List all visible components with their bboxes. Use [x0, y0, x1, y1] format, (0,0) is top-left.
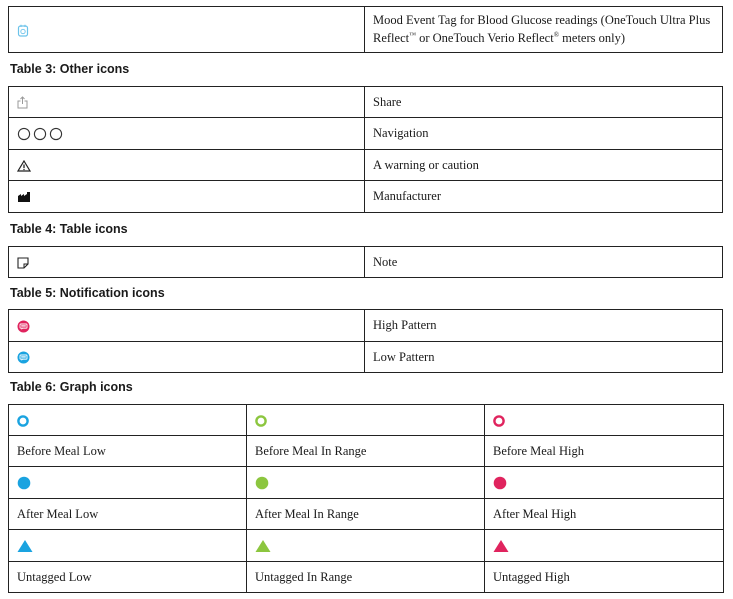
untagged-in-range-label: Untagged In Range [247, 562, 485, 593]
note-label: Note [365, 247, 723, 278]
mood-event-label-end: meters only) [559, 31, 626, 46]
after-meal-high-icon [493, 476, 507, 490]
table-icons-table [8, 246, 723, 278]
navigation-label: Navigation [365, 118, 723, 150]
after-meal-in-range-label: After Meal In Range [247, 499, 485, 530]
icon-cell [9, 7, 365, 53]
share-icon [17, 96, 28, 109]
after-meal-in-range-icon [255, 476, 269, 490]
table-row [9, 150, 723, 181]
before-meal-low-icon [17, 415, 29, 427]
icon-cell [9, 118, 365, 150]
icon-cell [9, 150, 365, 181]
table-row [9, 562, 724, 593]
before-meal-high-label: Before Meal High [485, 436, 724, 467]
table-row [9, 436, 724, 467]
untagged-in-range-icon [255, 539, 271, 553]
icon-cell [9, 467, 247, 499]
manufacturer-label: Manufacturer [365, 181, 723, 213]
icon-cell [485, 530, 724, 562]
before-meal-in-range-label: Before Meal In Range [247, 436, 485, 467]
registered-symbol: ® [553, 30, 560, 39]
icon-cell [247, 467, 485, 499]
table-row [9, 247, 723, 278]
untagged-low-label: Untagged Low [9, 562, 247, 593]
table5-caption: Table 5: Notification icons [10, 286, 165, 300]
table-row [9, 499, 724, 530]
icon-cell [247, 405, 485, 436]
mood-event-tag-icon [17, 24, 29, 37]
table-row [9, 118, 723, 150]
high-pattern-label: High Pattern [365, 310, 723, 342]
icon-cell [485, 467, 724, 499]
table-row [9, 7, 723, 53]
notification-icons-table [8, 309, 723, 373]
mood-event-table [8, 6, 723, 53]
graph-icons-table [8, 404, 724, 593]
untagged-high-icon [493, 539, 509, 553]
warning-icon [17, 160, 31, 172]
untagged-high-label: Untagged High [485, 562, 724, 593]
manufacturer-icon [17, 191, 32, 203]
table6-caption: Table 6: Graph icons [10, 380, 133, 394]
icon-cell [9, 310, 365, 342]
before-meal-low-label: Before Meal Low [9, 436, 247, 467]
table-row [9, 310, 723, 342]
mood-event-description [365, 7, 723, 53]
icon-cell [485, 405, 724, 436]
table3-caption: Table 3: Other icons [10, 62, 130, 76]
icon-cell [9, 405, 247, 436]
icon-cell [9, 342, 365, 373]
after-meal-low-label: After Meal Low [9, 499, 247, 530]
before-meal-high-icon [493, 415, 505, 427]
table-row [9, 342, 723, 373]
note-icon [17, 257, 29, 269]
trademark-symbol: ™ [409, 30, 416, 39]
icon-cell [247, 530, 485, 562]
table-row [9, 467, 724, 499]
icon-cell [9, 530, 247, 562]
table-row [9, 405, 724, 436]
table-row [9, 87, 723, 118]
high-pattern-icon [17, 320, 30, 333]
mood-event-label: Mood Event Tag for Blood Glucose readings (OneTouch Ultra Plus Reflect [373, 12, 711, 46]
low-pattern-icon [17, 351, 30, 364]
untagged-low-icon [17, 539, 33, 553]
navigation-dots-icon [17, 127, 65, 141]
mood-event-label-mid: or OneTouch Verio Reflect [415, 31, 554, 46]
other-icons-table [8, 86, 723, 213]
after-meal-low-icon [17, 476, 31, 490]
table-row [9, 181, 723, 213]
low-pattern-label: Low Pattern [365, 342, 723, 373]
warning-label: A warning or caution [365, 150, 723, 181]
icon-cell [9, 87, 365, 118]
icon-cell [9, 247, 365, 278]
table4-caption: Table 4: Table icons [10, 222, 128, 236]
share-label: Share [365, 87, 723, 118]
icon-cell [9, 181, 365, 213]
after-meal-high-label: After Meal High [485, 499, 724, 530]
table-row [9, 530, 724, 562]
before-meal-in-range-icon [255, 415, 267, 427]
